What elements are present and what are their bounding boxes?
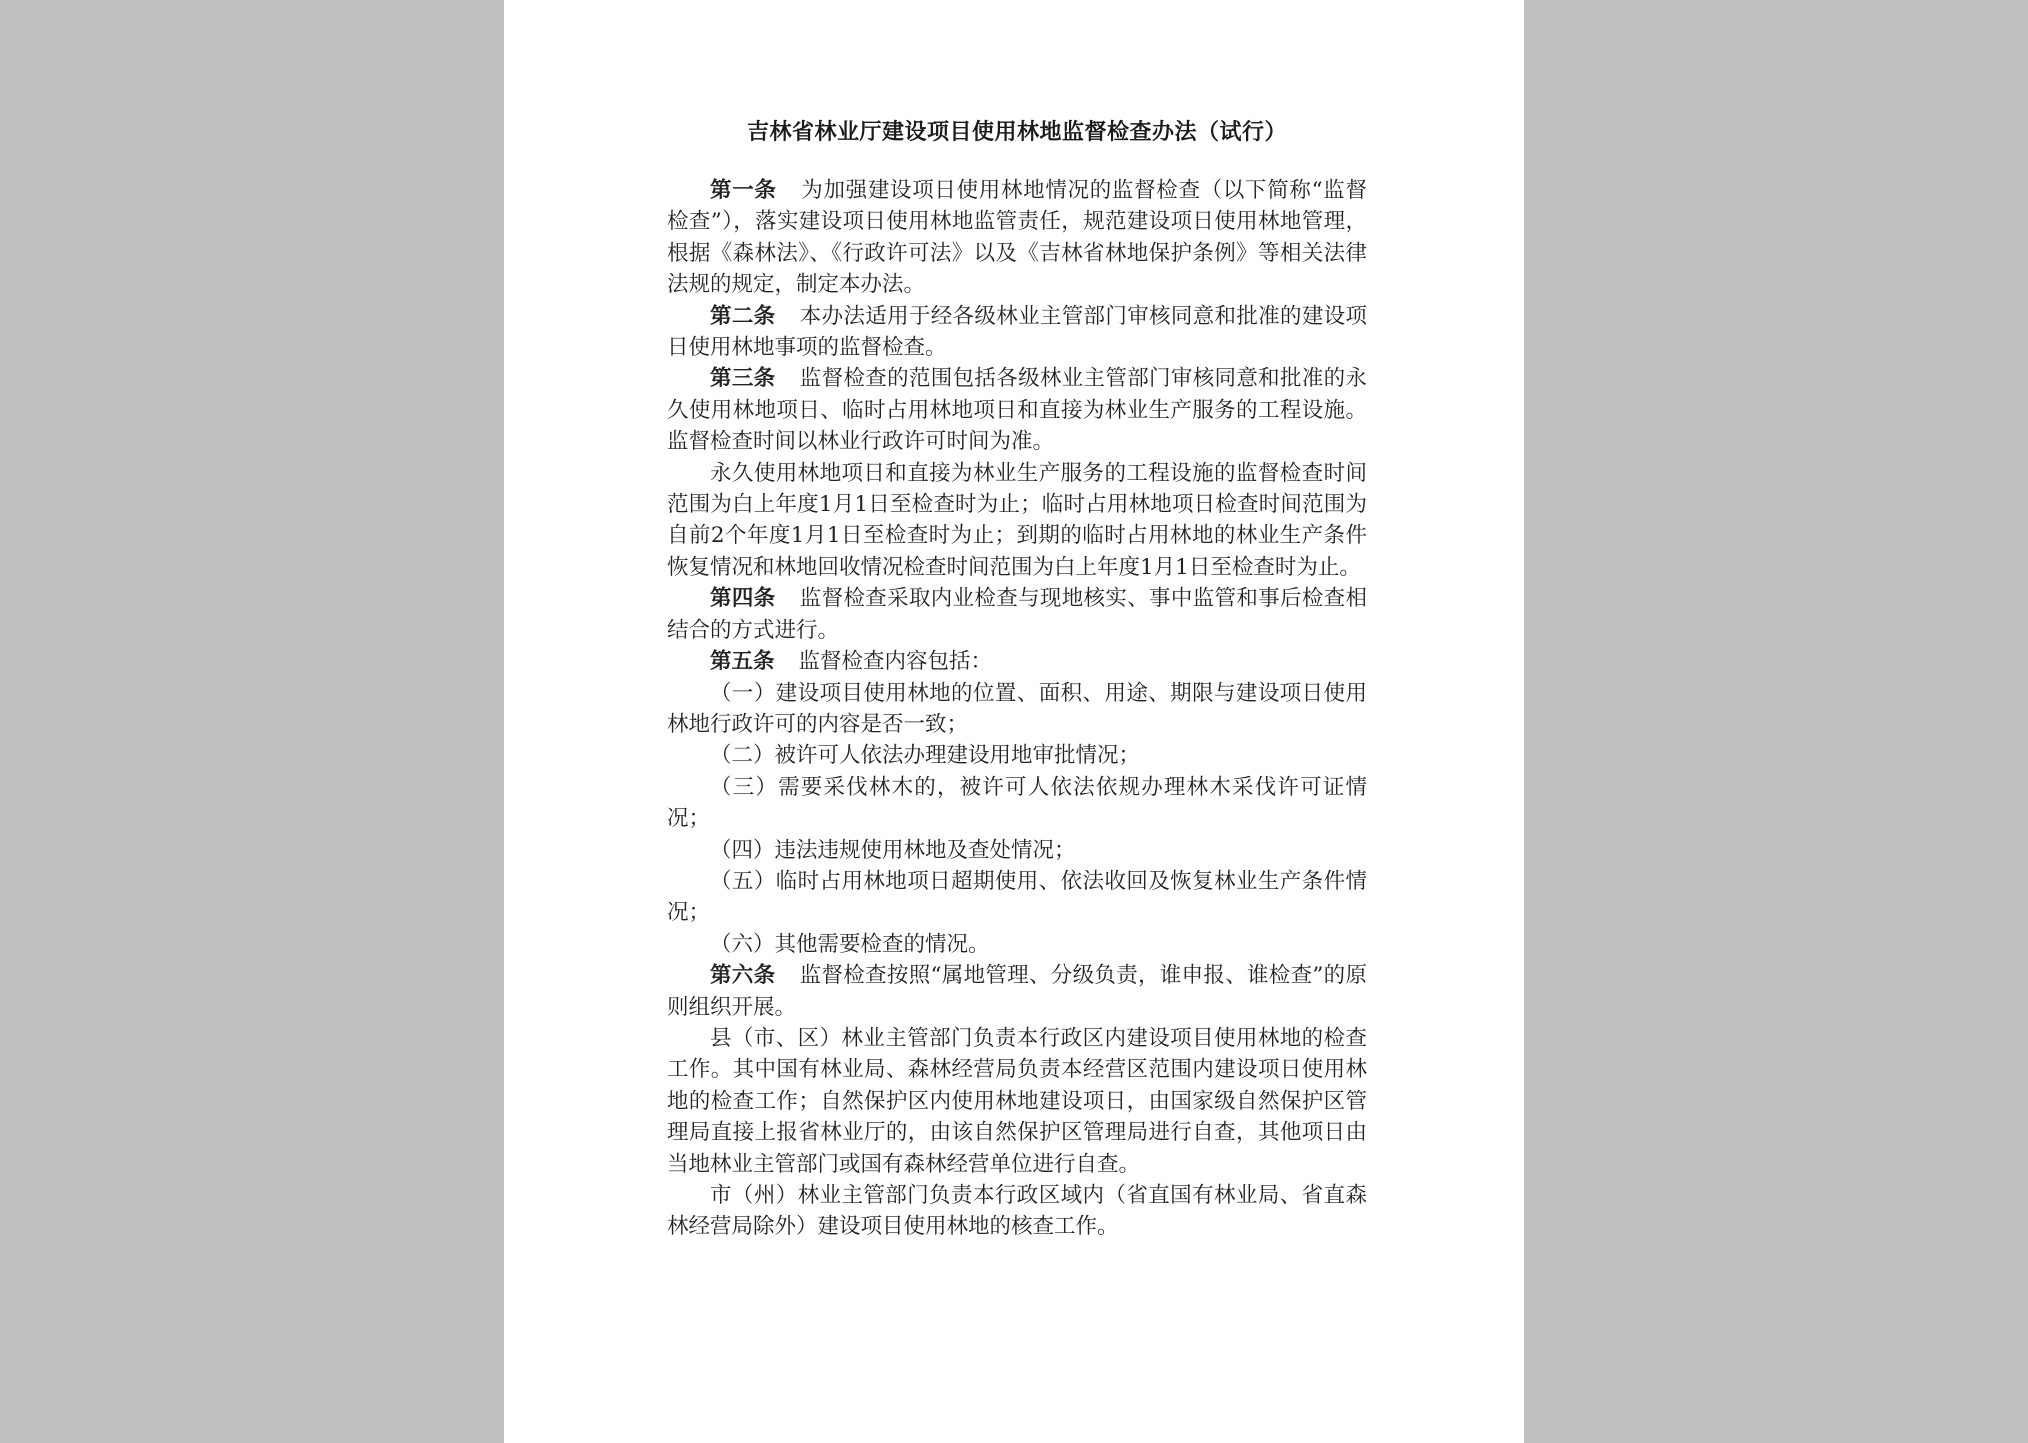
paragraph-text: （四）违法违规使用林地及查处情况； [710,837,1076,863]
paragraph-text: （二）被许可人依法办理建设用地审批情况； [710,743,1141,769]
document-title: 吉林省林业厅建设项目使用林地监督检查办法（试行） [746,119,1287,145]
paragraph [667,458,1367,584]
paragraph-text: 市（州）林业主管部门负责本行政区域内（省直国有林业局、省直森林经营局除外）建设项目使用林地的核查工作。 [667,1183,1367,1240]
paragraph-text: （五）临时占用林地项日超期使用、依法收回及恢复林业生产条件情况； [667,868,1367,926]
article-number: 第四条 [710,586,776,612]
paragraph [667,960,1367,1023]
paragraph [667,835,1367,866]
article-number: 第六条 [710,963,776,989]
paragraph [667,929,1367,960]
paragraph [667,1180,1367,1243]
paragraph-text: 监督检查的范围包括各级林业主管部门审核同意和批准的永久使用林地项日、临时占用林地项日和直接为林业生产服务的工程设施。监督检查时间以林业行政许可时间为准。 [667,366,1367,455]
paragraph [667,772,1367,835]
paragraph [667,1023,1367,1180]
paragraph [667,583,1367,646]
paragraph [667,740,1367,771]
paragraph-text: 监督检查采取内业检查与现地核实、事中监管和事后检查相结合的方式进行。 [667,586,1367,643]
paragraph-text: 监督检查内容包括： [798,649,993,675]
paragraph [667,175,1367,301]
article-number: 第二条 [710,303,776,329]
paragraph [667,646,1367,677]
document-page [504,0,1524,1443]
paragraph-text: 永久使用林地项日和直接为林业生产服务的工程设施的监督检查时间范围为白上年度1月1日至检查时为止；临时占用林地项日检查时间范围为自前2个年度1月1日至检查时为止；到期的临时占用林地的林业生产条件恢复情况和林地回收情况检查时间范围为白上年度1月1日至检查时为止。 [667,460,1367,580]
paragraph [667,363,1367,457]
paragraph-list [667,175,1367,1243]
paragraph-text: 县（市、区）林业主管部门负责本行政区内建设项目使用林地的检查工作。其中国有林业局、森林经营局负责本经营区范围内建设项日使用林地的检查工作；自然保护区内使用林地建设项日，由国家级自然保护区管理局直接上报省林业厅的，由该自然保护区管理局进行自查，其他项日由当地林业主管部门或国有森林经营单位进行自查。 [667,1025,1367,1177]
paragraph [667,678,1367,741]
paragraph [667,866,1367,929]
article-number: 第五条 [710,649,775,675]
document-content [667,116,1367,1243]
paragraph-text: 为加强建设项日使用林地情况的监督检查（以下简称“监督检查”），落实建设项日使用林地监管责任，规范建设项日使用林地管理，根据《森林法》、《行政许可法》以及《吉林省林地保护条例》等相关法律法规的规定，制定本办法。 [667,178,1367,298]
article-number: 第一条 [710,178,777,203]
article-number: 第三条 [710,366,776,392]
paragraph-text: （三）需要采伐林木的，被许可人依法依规办理林木采伐许可证情况； [667,774,1367,832]
paragraph [667,301,1367,364]
paragraph-text: （一）建设项目使用林地的位置、面积、用途、期限与建设项日使用林地行政许可的内容是否一致； [667,680,1367,737]
paragraph-text: （六）其他需要检查的情况。 [710,931,990,957]
paragraph-text: 本办法适用于经各级林业主管部门审核同意和批准的建设项日使用林地事项的监督检查。 [667,303,1367,361]
paragraph-text: 监督检查按照“属地管理、分级负责，谁申报、谁检查”的原则组织开展。 [667,963,1367,1020]
